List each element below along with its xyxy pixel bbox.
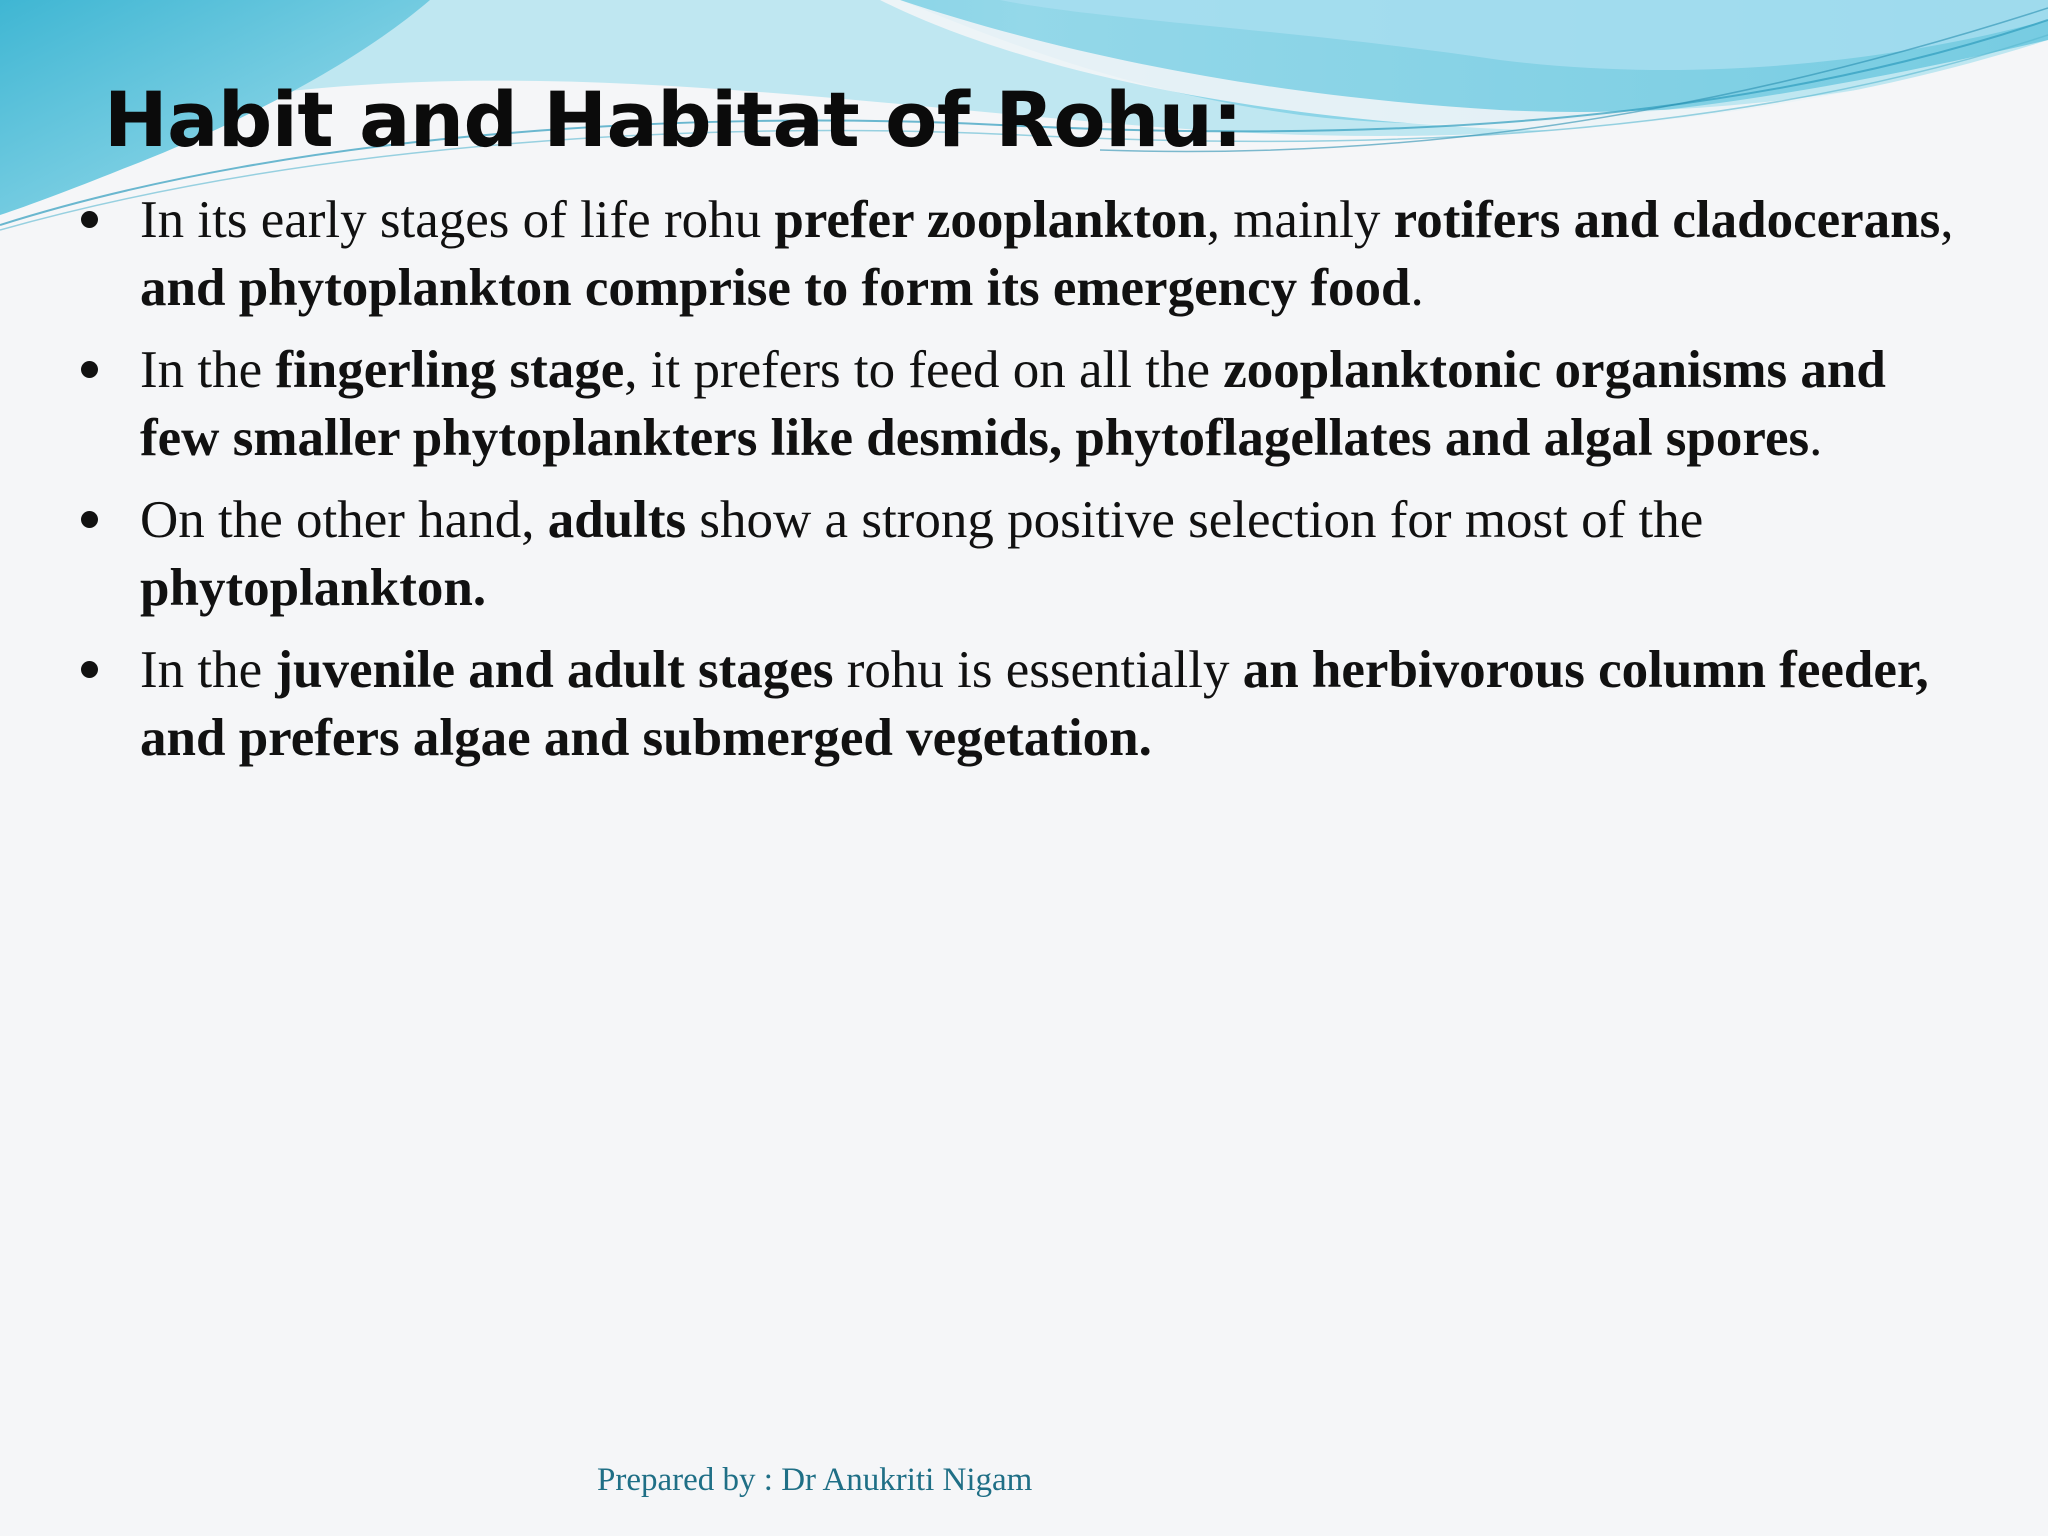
bullet-item-juvenile-adult (78, 636, 1978, 772)
footer-credit: Prepared by : Dr Anukriti Nigam (597, 1462, 1033, 1498)
bullet-dot-icon (81, 661, 98, 678)
bullet-item-early-stages (78, 186, 1978, 322)
bullet-text: In the fingerling stage, it prefers to feed on all the zooplanktonic organisms and few smaller phytoplankters like desmids, phytoflagellates and algal spores. (140, 341, 1886, 467)
bullet-text: On the other hand, adults show a strong positive selection for most of the phytoplankton. (140, 491, 1704, 617)
bullet-list (78, 186, 1978, 786)
bullet-item-adults (78, 486, 1978, 622)
bullet-item-fingerling-stage (78, 336, 1978, 472)
bullet-text: In the juvenile and adult stages rohu is essentially an herbivorous column feeder, and prefers algae and submerged vegetation. (140, 641, 1929, 767)
slide-title: Habit and Habitat of Rohu: (104, 75, 1243, 164)
bullet-dot-icon (81, 511, 98, 528)
bullet-dot-icon (81, 361, 98, 378)
bullet-text: In its early stages of life rohu prefer zooplankton, mainly rotifers and cladocerans, and phytoplankton comprise to form its emergency food. (140, 191, 1954, 317)
bullet-dot-icon (81, 211, 98, 228)
